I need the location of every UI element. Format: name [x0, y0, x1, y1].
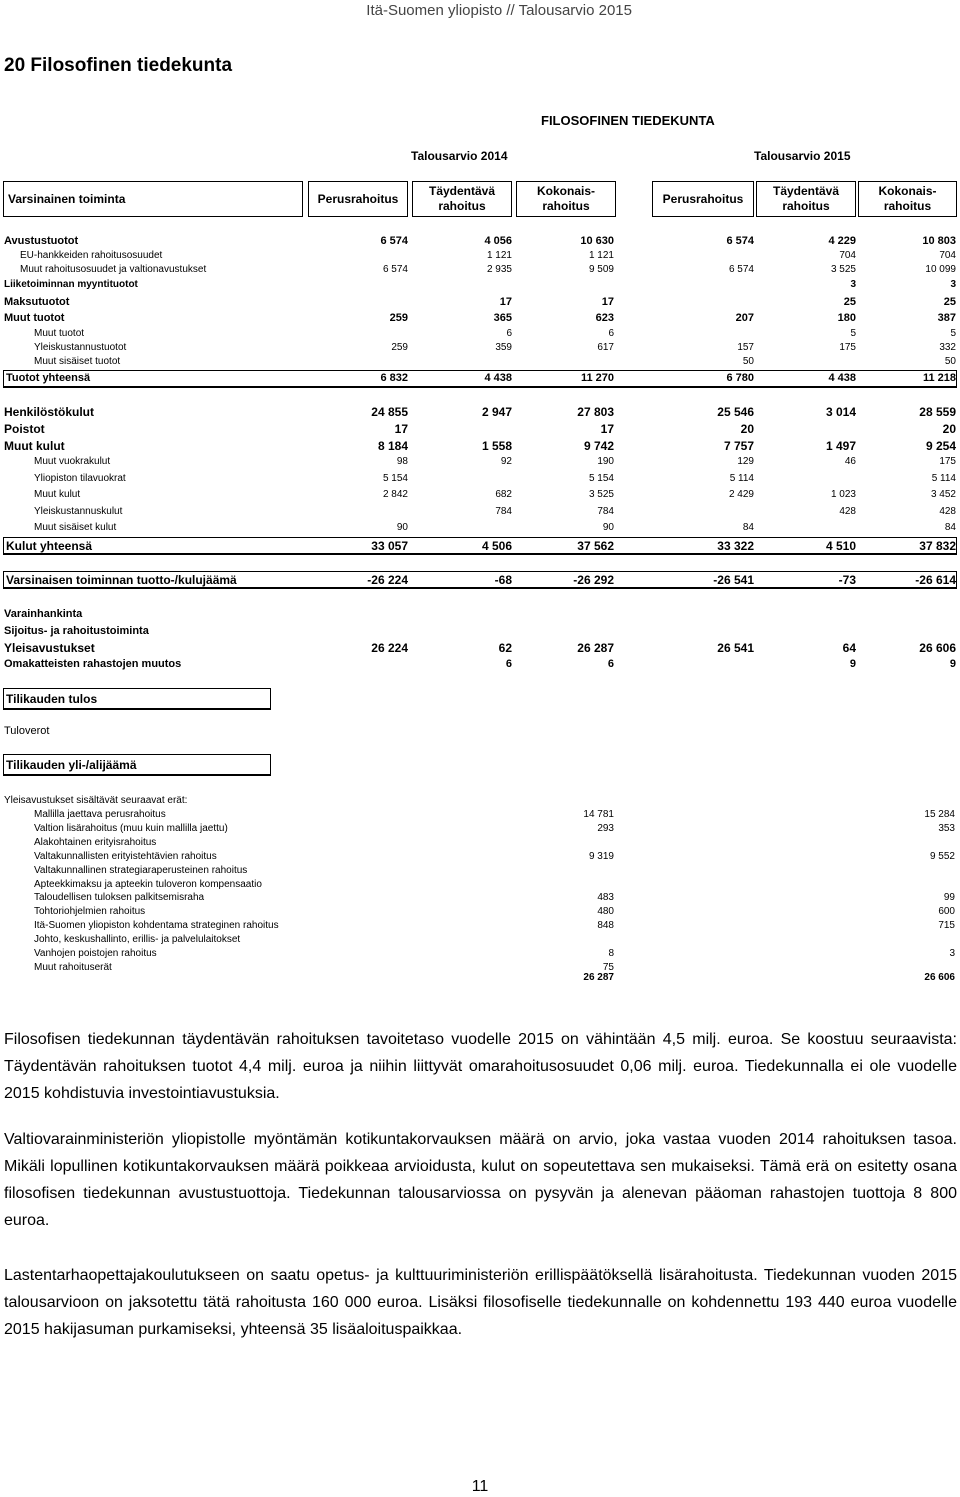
row-value: 5 154: [382, 473, 408, 484]
grant-item-value-2015: 15 284: [924, 809, 955, 820]
column-header-supplementary-2014: Täydentävä rahoitus: [412, 181, 512, 217]
row-value: 20: [740, 422, 754, 436]
table-row: [4, 539, 956, 555]
grant-item-value-2014: 14 781: [583, 809, 614, 820]
grant-item-label: Valtion lisärahoitus (muu kuin mallilla jaettu): [34, 823, 228, 834]
row-value: 27 803: [577, 405, 614, 419]
page-number: 11: [471, 1478, 489, 1495]
row-label: Tuloverot: [4, 725, 50, 737]
grant-item-value-2014: 75: [602, 962, 614, 973]
table-row: [4, 473, 956, 489]
row-label: Sijoitus- ja rahoitustoiminta: [4, 625, 149, 637]
row-value: 17: [394, 422, 408, 436]
row-label: Varsinaisen toiminnan tuotto-/kulujäämä: [6, 573, 237, 587]
column-header-total-2015: Kokonais- rahoitus: [858, 181, 957, 217]
list-item: [4, 809, 956, 823]
list-item: [4, 823, 956, 837]
table-row: [4, 405, 956, 421]
grant-item-label: Muut rahoituserät: [34, 962, 112, 973]
row-label: Muut tuotot: [34, 328, 85, 339]
row-label: Muut kulut: [34, 489, 81, 500]
row-label: Muut sisäiset kulut: [34, 522, 117, 533]
row-value: 33 322: [717, 539, 754, 553]
table-row: [4, 312, 956, 328]
row-value: 4 438: [828, 372, 856, 384]
row-value: 682: [495, 489, 512, 500]
row-value: 24 855: [371, 405, 408, 419]
row-value: 6 574: [380, 235, 408, 247]
row-value: 784: [495, 506, 512, 517]
row-value: 25 546: [717, 405, 754, 419]
grant-item-label: Tohtoriohjelmien rahoitus: [34, 906, 146, 917]
row-value: 5: [850, 328, 856, 339]
row-value: 64: [842, 641, 856, 655]
row-label: Maksutuotot: [4, 296, 70, 308]
grant-total-row: [4, 972, 956, 986]
row-value: 1 497: [825, 439, 856, 453]
row-value: -73: [838, 573, 856, 587]
list-item: [4, 851, 956, 865]
row-label: Yliopiston tilavuokrat: [34, 473, 126, 484]
column-header-total-2014: Kokonais- rahoitus: [516, 181, 616, 217]
grant-item-value-2015: 99: [943, 892, 955, 903]
row-value: 2 842: [382, 489, 408, 500]
row-value: 6: [607, 658, 614, 670]
grant-item-label: Taloudellisen tuloksen palkitsemisraha: [34, 892, 205, 903]
row-value: 4 056: [484, 235, 512, 247]
row-value: 175: [839, 342, 856, 353]
row-value: 704: [939, 250, 956, 261]
table-row: [4, 439, 956, 455]
row-value: 1 023: [830, 489, 856, 500]
row-value: 50: [742, 356, 754, 367]
row-value: 4 506: [481, 539, 512, 553]
row-label: Tilikauden tulos: [6, 692, 98, 706]
table-row: [4, 625, 956, 641]
row-value: 17: [600, 422, 614, 436]
row-value: 359: [495, 342, 512, 353]
row-value: 3: [850, 279, 856, 290]
grant-item-label: Johto, keskushallinto, erillis- ja palvelulaitokset: [34, 934, 241, 945]
list-item: [4, 879, 956, 893]
table-row: [4, 506, 956, 522]
row-value: 3 452: [930, 489, 956, 500]
faculty-title: FILOSOFINEN TIEDEKUNTA: [541, 113, 715, 128]
row-value: 3 014: [825, 405, 856, 419]
row-value: 332: [939, 342, 956, 353]
year-label-2015: Talousarvio 2015: [754, 149, 851, 163]
row-value: 4 438: [484, 372, 512, 384]
paragraph-municipality-compensation: Valtiovarainministeriön yliopistolle myöntämän kotikuntakorvauksen määrä on arvio, joka vastaa vuoden 2014 rahoituksen tasoa. Mikäli lopullinen kotikuntakorvauksen määrä poikkeaa arvioidusta, kulut on sopeutettava sen mukaiseksi. Tämä erä on esitetty osana filosofisen tiedekunnan avustustuottoja. Tiedekunnan talousarviossa on pysyvän ja alenevan pääoman rahastojen tuottoja 8 800 euroa.: [4, 1131, 957, 1229]
row-value: 387: [937, 312, 956, 324]
column-header-supplementary-2015: Täydentävä rahoitus: [756, 181, 856, 217]
grant-item-value-2014: 8: [608, 948, 614, 959]
row-value: 259: [391, 342, 408, 353]
row-value: 1 121: [486, 250, 512, 261]
table-row: [4, 758, 956, 774]
table-row: [4, 608, 956, 624]
row-value: 2 429: [728, 489, 754, 500]
table-row: [4, 573, 956, 589]
row-value: 11 218: [922, 372, 956, 384]
row-value: 7 757: [723, 439, 754, 453]
row-value: 784: [597, 506, 614, 517]
row-value: 8 184: [377, 439, 408, 453]
list-item: [4, 948, 956, 962]
paragraph-teacher-education: Lastentarhaopettajakoulutukseen on saatu opetus- ja kulttuuriministeriön erillispäätöksellä lisärahoitusta. Tiedekunnan vuoden 2015 talousarvioon on jaksotettu tätä rahoitusta 160 000 euroa. Lisäksi filosofiselle tiedekunnalle on kohdennettu 193 440 euroa vuodelle 2015 hakijasuman purkamiseksi, yhteensä 35 lisäaloituspaikkaa.: [4, 1267, 957, 1338]
list-item: [4, 837, 956, 851]
row-value: 6 574: [728, 264, 754, 275]
row-value: 26 287: [577, 641, 614, 655]
row-value: 17: [499, 296, 512, 308]
list-item: [4, 920, 956, 934]
row-value: 9: [949, 658, 956, 670]
row-value: 428: [839, 506, 856, 517]
row-value: 6 574: [726, 235, 754, 247]
row-label: Varainhankinta: [4, 608, 83, 620]
grant-item-value-2015: 353: [938, 823, 955, 834]
row-value: 2 947: [481, 405, 512, 419]
row-value: 62: [498, 641, 512, 655]
row-value: 428: [939, 506, 956, 517]
table-row: [4, 422, 956, 438]
grant-item-value-2014: 848: [597, 920, 614, 931]
row-value: 9: [849, 658, 856, 670]
row-value: 6: [506, 328, 512, 339]
row-value: -26 224: [367, 573, 408, 587]
grant-item-value-2015: 600: [938, 906, 955, 917]
row-value: 9 509: [588, 264, 614, 275]
row-label: Henkilöstökulut: [4, 405, 95, 419]
row-label: Kulut yhteensä: [6, 539, 93, 553]
table-row: [4, 658, 956, 674]
row-label: Yleiskustannuskulut: [34, 506, 123, 517]
grant-item-value-2015: 9 552: [929, 851, 955, 862]
grant-item-value-2015: 715: [938, 920, 955, 931]
document-header: Itä-Suomen yliopisto // Talousarvio 2015: [366, 2, 632, 19]
row-value: 129: [737, 456, 754, 467]
row-value: 10 803: [922, 235, 956, 247]
row-value: 17: [601, 296, 614, 308]
grant-item-value-2014: 293: [597, 823, 614, 834]
row-label: Muut tuotot: [4, 312, 65, 324]
row-value: -26 614: [915, 573, 956, 587]
row-value: -26 541: [713, 573, 754, 587]
row-label: Poistot: [4, 422, 45, 436]
row-value: 50: [944, 356, 956, 367]
row-label: Avustustuotot: [4, 235, 79, 247]
table-row: [4, 279, 956, 295]
grant-item-label: Valtakunnallinen strategiaraperusteinen rahoitus: [34, 865, 248, 876]
row-value: 25: [843, 296, 856, 308]
row-value: 5: [950, 328, 956, 339]
row-value: 26 224: [371, 641, 408, 655]
row-value: -68: [494, 573, 512, 587]
row-value: 4 510: [825, 539, 856, 553]
column-header-activity: Varsinainen toiminta: [3, 181, 303, 217]
grant-item-label: Apteekkimaksu ja apteekin tuloveron kompensaatio: [34, 879, 262, 890]
notes-intro-row: [4, 795, 956, 809]
column-header-basic-2014: Perusrahoitus: [308, 181, 408, 217]
grant-item-value-2014: 9 319: [588, 851, 614, 862]
row-value: 6 780: [726, 372, 754, 384]
column-header-basic-2015: Perusrahoitus: [652, 181, 754, 217]
row-value: 98: [396, 456, 408, 467]
grant-total-2014: 26 287: [583, 972, 614, 983]
row-value: 9 254: [925, 439, 956, 453]
row-value: 10 630: [580, 235, 614, 247]
row-value: 11 270: [580, 372, 614, 384]
row-label: Tilikauden yli-/alijäämä: [6, 758, 137, 772]
grant-item-value-2014: 480: [597, 906, 614, 917]
grant-item-label: Vanhojen poistojen rahoitus: [34, 948, 157, 959]
grant-total-2015: 26 606: [924, 972, 955, 983]
row-value: 10 099: [925, 264, 956, 275]
row-value: 365: [493, 312, 512, 324]
row-value: 33 057: [371, 539, 408, 553]
row-value: 259: [389, 312, 408, 324]
row-label: Muut kulut: [4, 439, 65, 453]
row-value: 3 525: [588, 489, 614, 500]
table-row: [4, 235, 956, 251]
row-value: 90: [602, 522, 614, 533]
section-title: 20 Filosofinen tiedekunta: [4, 55, 233, 76]
row-label: Yleisavustukset: [4, 641, 95, 655]
grant-item-value-2015: 3: [949, 948, 955, 959]
row-label: EU-hankkeiden rahoitusosuudet: [20, 250, 163, 261]
table-row: [4, 725, 956, 741]
table-row: [4, 356, 956, 372]
row-value: 1 558: [481, 439, 512, 453]
row-label: Tuotot yhteensä: [6, 372, 91, 384]
list-item: [4, 934, 956, 948]
row-label: Muut rahoitusosuudet ja valtionavustukset: [20, 264, 207, 275]
row-value: 5 114: [729, 473, 754, 484]
list-item: [4, 865, 956, 879]
table-row: [4, 641, 956, 657]
table-row: [4, 456, 956, 472]
row-value: -26 292: [573, 573, 614, 587]
row-value: 6 832: [380, 372, 408, 384]
row-value: 37 832: [919, 539, 956, 553]
row-value: 37 562: [577, 539, 614, 553]
row-value: 26 541: [717, 641, 754, 655]
grant-item-label: Valtakunnallisten erityistehtävien rahoitus: [34, 851, 217, 862]
row-value: 84: [742, 522, 754, 533]
table-row: [4, 372, 956, 388]
grant-item-label: Mallilla jaettava perusrahoitus: [34, 809, 166, 820]
row-value: 180: [837, 312, 856, 324]
row-value: 5 114: [931, 473, 956, 484]
row-label: Omakatteisten rahastojen muutos: [4, 658, 182, 670]
row-value: 190: [597, 456, 614, 467]
table-row: [4, 489, 956, 505]
row-value: 5 154: [588, 473, 614, 484]
row-value: 46: [844, 456, 856, 467]
row-value: 92: [500, 456, 512, 467]
row-value: 90: [396, 522, 408, 533]
row-value: 1 121: [588, 250, 614, 261]
grant-item-label: Itä-Suomen yliopiston kohdentama strateginen rahoitus: [34, 920, 279, 931]
table-row: [4, 692, 956, 708]
row-value: 9 742: [583, 439, 614, 453]
row-value: 704: [839, 250, 856, 261]
grant-item-label: Alakohtainen erityisrahoitus: [34, 837, 157, 848]
row-value: 3: [950, 279, 956, 290]
row-value: 26 606: [919, 641, 956, 655]
row-label: Muut vuokrakulut: [34, 456, 111, 467]
row-value: 175: [939, 456, 956, 467]
row-value: 207: [735, 312, 754, 324]
row-label: Liiketoiminnan myyntituotot: [4, 279, 138, 290]
row-value: 6: [608, 328, 614, 339]
year-label-2014: Talousarvio 2014: [411, 149, 508, 163]
list-item: [4, 892, 956, 906]
row-value: 157: [737, 342, 754, 353]
list-item: [4, 906, 956, 920]
row-value: 20: [942, 422, 956, 436]
table-row: [4, 264, 956, 280]
row-value: 4 229: [828, 235, 856, 247]
row-label: Yleiskustannustuotot: [34, 342, 127, 353]
row-value: 623: [595, 312, 614, 324]
row-value: 3 525: [830, 264, 856, 275]
row-value: 6 574: [382, 264, 408, 275]
row-value: 6: [505, 658, 512, 670]
grant-item-value-2014: 483: [597, 892, 614, 903]
table-row: [4, 296, 956, 312]
row-value: 84: [944, 522, 956, 533]
paragraph-supplementary-funding: Filosofisen tiedekunnan täydentävän rahoituksen tavoitetaso vuodelle 2015 on vähintään 4,5 milj. euroa. Se koostuu seuraavista: Täydentävän rahoituksen tuotot 4,4 milj. euroa ja niihin liittyvät omarahoitusosuudet 0,06 milj. euroa. Tiedekunnalla ei ole vuodelle 2015 kohdistuvia investointiavustuksia.: [4, 1031, 957, 1102]
row-value: 617: [597, 342, 614, 353]
row-value: 2 935: [486, 264, 512, 275]
row-value: 25: [943, 296, 956, 308]
row-label: Muut sisäiset tuotot: [34, 356, 121, 367]
row-value: 28 559: [919, 405, 956, 419]
table-row: [4, 522, 956, 538]
notes-intro: Yleisavustukset sisältävät seuraavat erät:: [4, 795, 188, 806]
